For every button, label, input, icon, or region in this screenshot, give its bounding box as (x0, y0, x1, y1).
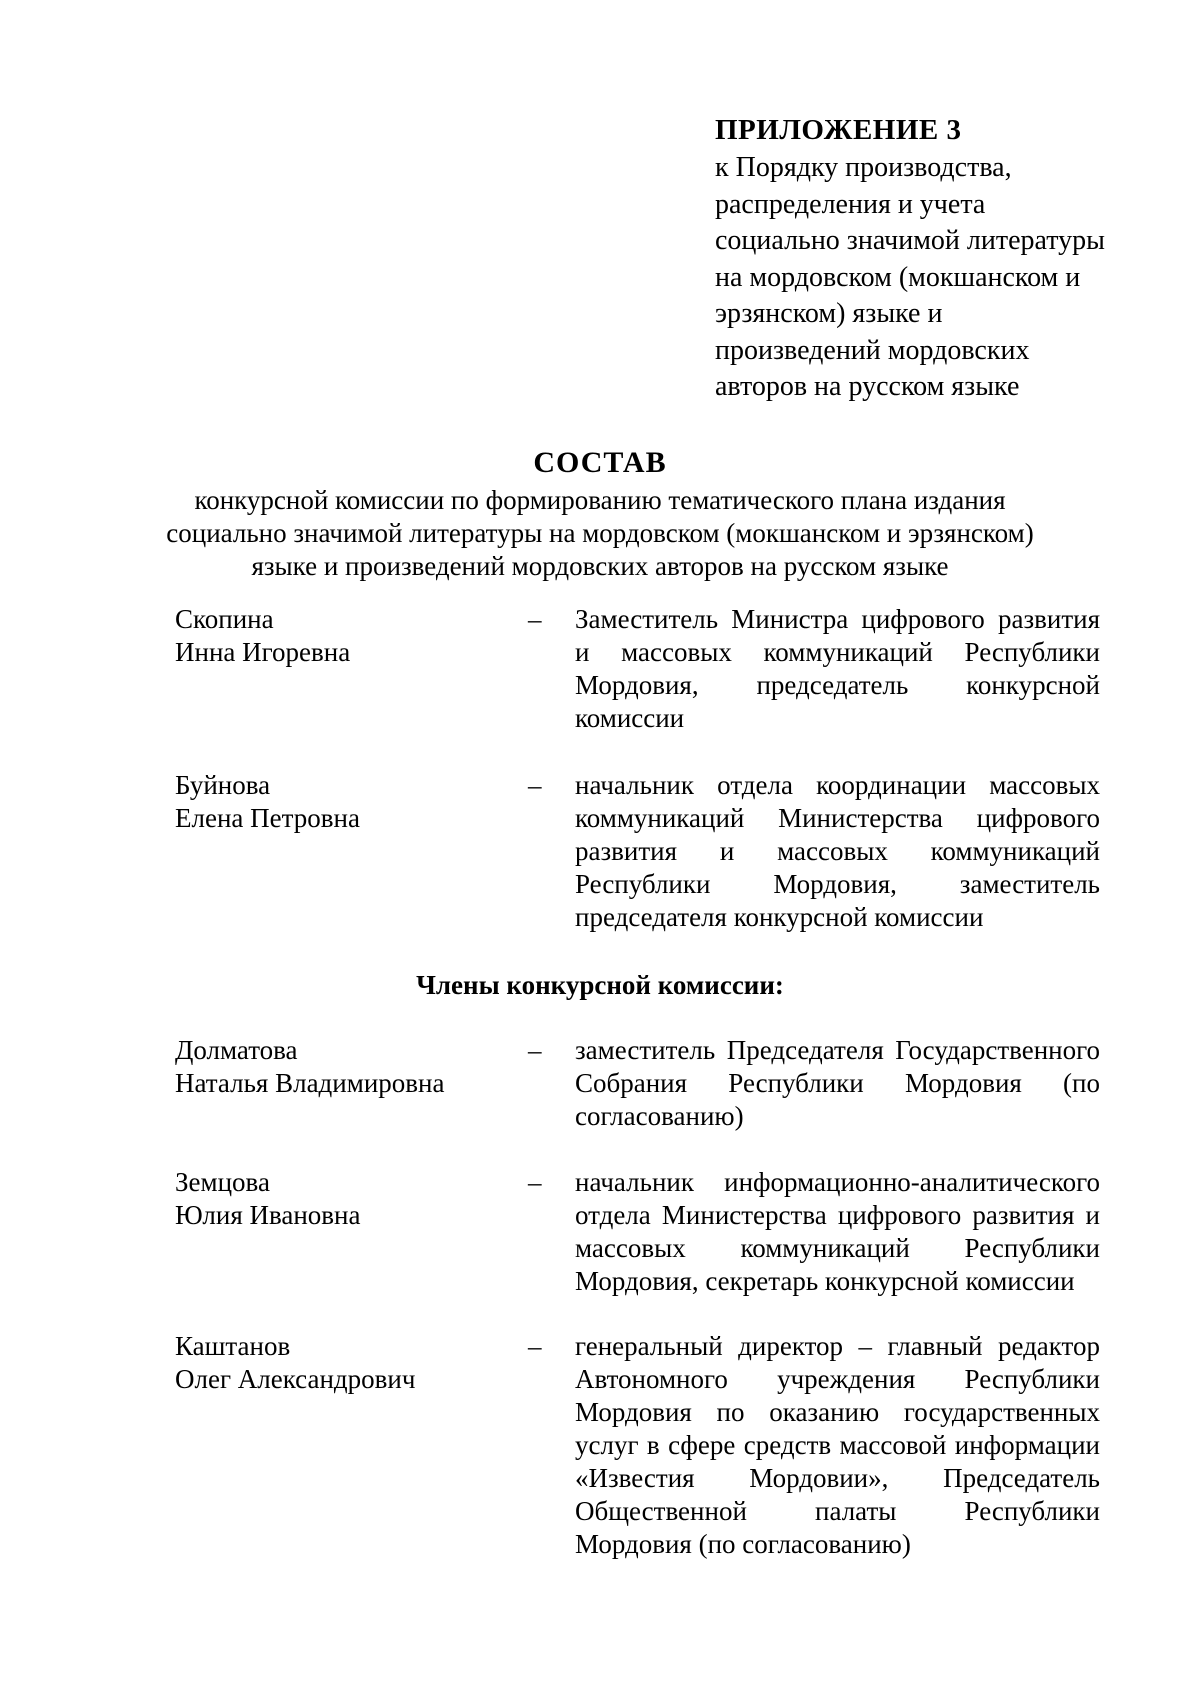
appendix-line: на мордовском (мокшанском и (715, 261, 1081, 293)
composition-header (0, 444, 1200, 583)
person-role: заместитель Председателя Государственного Собрания Республики Мордовия (по согласованию) (575, 1035, 1100, 1131)
person-name (175, 603, 515, 669)
person-role: начальник информационно-аналитического отдела Министерства цифрового развития и массовых коммуникаций Республики Мордовия, секретарь конкурсной комиссии (575, 1167, 1100, 1296)
person-surname: Буйнова (175, 770, 271, 800)
composition-subtitle-line: социально значимой литературы на мордовском (мокшанском и эрзянском) (166, 518, 1034, 548)
person-surname: Долматова (175, 1035, 298, 1065)
dash-separator: – (528, 1167, 542, 1197)
appendix-line: распределения и учета (715, 188, 986, 220)
dash-separator: – (528, 1331, 542, 1361)
person-given-names: Юлия Ивановна (175, 1200, 361, 1230)
person-name (175, 1330, 515, 1396)
composition-subtitle-line: языке и произведений мордовских авторов на русском языке (251, 551, 949, 581)
person-name (175, 1166, 515, 1232)
person-role: Заместитель Министра цифрового развития и массовых коммуникаций Республики Мордовия, председатель конкурсной комиссии (575, 604, 1100, 733)
person-given-names: Елена Петровна (175, 803, 360, 833)
appendix-header (715, 112, 1135, 406)
person-given-names: Олег Александрович (175, 1364, 416, 1394)
dash-separator: – (528, 604, 542, 634)
dash-separator: – (528, 1035, 542, 1065)
appendix-line: социально значимой литературы (715, 225, 1105, 256)
person-role: генеральный директор – главный редактор Автономного учреждения Республики Мордовия по оказанию государственных услуг в сфере средств массовой информации «Известия Мордовии», Председатель Общественной палаты Республики Мордовия (по согласованию) (575, 1331, 1100, 1559)
person-surname: Каштанов (175, 1331, 291, 1361)
dash-separator: – (528, 770, 542, 800)
members-heading: Члены конкурсной комиссии: (416, 970, 784, 1000)
person-given-names: Наталья Владимировна (175, 1068, 445, 1098)
appendix-line: к Порядку производства, (715, 152, 1012, 183)
appendix-title: ПРИЛОЖЕНИЕ 3 (715, 114, 962, 146)
appendix-line: эрзянском) языке и (715, 298, 943, 329)
appendix-line: произведений мордовских (715, 334, 1030, 366)
person-surname: Скопина (175, 604, 274, 634)
person-surname: Земцова (175, 1167, 270, 1197)
person-name (175, 1034, 515, 1100)
composition-subtitle-line: конкурсной комиссии по формированию тематического плана издания (194, 485, 1006, 515)
person-given-names: Инна Игоревна (175, 637, 351, 667)
person-name (175, 769, 515, 835)
person-role: начальник отдела координации массовых коммуникаций Министерства цифрового развития и массовых коммуникаций Республики Мордовия, заместитель председателя конкурсной комиссии (575, 770, 1100, 932)
composition-title: СОСТАВ (533, 446, 667, 479)
appendix-line: авторов на русском языке (715, 371, 1020, 402)
